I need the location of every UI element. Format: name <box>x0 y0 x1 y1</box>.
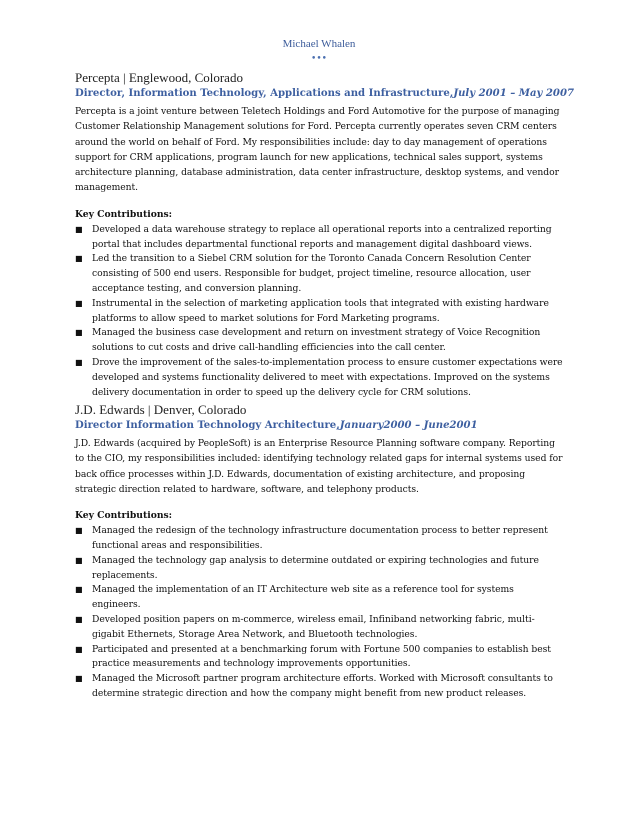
list-item: ■ Managed the Microsoft partner program architecture efforts. Worked with Microsoft consultants to determine strategic direction and how the company might benefit from new product releases. <box>75 673 553 699</box>
header-ornament: ••• <box>311 54 327 64</box>
list-item: ■ Led the transition to a Siebel CRM solution for the Toronto Canada Concern Resolution Center consisting of 500 end users. Responsible for budget, project timeline, resource allocation, user acceptance testing, and conversion planning. <box>75 253 531 294</box>
key-contributions-label: Key Contributions: <box>75 510 173 522</box>
list-item: ■ Managed the redesign of the technology infrastructure documentation process to better represent functional areas and responsibilities. <box>75 525 548 551</box>
job-title-text: Director Information Technology Architecture, <box>75 420 340 431</box>
bullet-icon: ■ <box>75 254 83 264</box>
job-title <box>75 86 574 102</box>
company-name: Percepta | Englewood, Colorado <box>75 70 243 85</box>
header-name: Michael Whalen <box>282 38 356 50</box>
bullet-icon: ■ <box>75 614 83 624</box>
key-contributions-label: Key Contributions: <box>75 208 173 220</box>
list-item: ■ Instrumental in the selection of marketing application tools that integrated with existing hardware platforms to allow speed to market solutions for Ford Marketing programs. <box>75 297 549 324</box>
job-percepta <box>75 70 574 400</box>
job-description: J.D. Edwards (acquired by PeopleSoft) is an Enterprise Resource Planning software company. Reporting to the CIO, my responsibilities included: identifying technology related gaps for internal systems used for back office processes within J.D. Edwards, documentation of existing architecture, and proposing strategic direction related to hardware, software, and telephony products. <box>75 438 563 495</box>
bullet-icon: ■ <box>75 526 83 536</box>
bullet-icon: ■ <box>75 328 83 338</box>
list-item: ■ Developed a data warehouse strategy to replace all operational reports into a centralized reporting portal that includes departmental functional reports and management digital dashboard views. <box>75 223 552 250</box>
list-item: ■ Participated and presented at a benchmarking forum with Fortune 500 companies to establish best practice measurements and technology improvements opportunities. <box>75 643 551 670</box>
bullet-icon: ■ <box>75 585 83 595</box>
bullet-icon: ■ <box>75 224 83 234</box>
list-item: ■ Drove the improvement of the sales-to-implementation process to ensure customer expectations were developed and systems functionality delivered to meet with expectations. Improved on the systems delivery documentation in order to speed up the delivery cycle for CRM solutions. <box>75 356 563 398</box>
list-item: ■ Managed the implementation of an IT Architecture web site as a reference tool for systems engineers. <box>75 584 514 611</box>
bullet-icon: ■ <box>75 674 83 684</box>
bullet-icon: ■ <box>75 298 83 308</box>
job-dates: July 2001 – May 2007 <box>453 88 574 99</box>
job-dates: January2000 – June2001 <box>339 420 478 431</box>
bullet-icon: ■ <box>75 644 83 654</box>
job-description: Percepta is a joint venture between Teletech Holdings and Ford Automotive for the purpose of managing Customer Relationship Management solutions for Ford. Percepta currently operates seven CRM centers around the world on behalf of Ford. My responsibilities include: day to day management of operations support for CRM applications, program launch for new applications, technical sales support, systems architecture planning, database administration, data center infrastructure, desktop systems, and vendor management. <box>75 106 560 194</box>
job-title-text: Director, Information Technology, Applications and Infrastructure, <box>75 88 454 99</box>
contributions-list <box>75 524 565 702</box>
bullet-icon: ■ <box>75 555 83 565</box>
job-title <box>75 418 565 434</box>
list-item: ■ Managed the business case development and return on investment strategy of Voice Recognition solutions to cut costs and drive call-handling efficiencies into the call center. <box>75 327 541 354</box>
list-item: ■ Developed position papers on m-commerce, wireless email, Infiniband networking fabric, multi-gigabit Ethernets, Storage Area Network, and Bluetooth technologies. <box>75 613 535 640</box>
contributions-list <box>75 223 565 401</box>
job-jd-edwards <box>75 402 565 702</box>
company-name: J.D. Edwards | Denver, Colorado <box>75 402 247 417</box>
list-item: ■ Managed the technology gap analysis to determine outdated or expiring technologies and future replacements. <box>75 554 539 581</box>
bullet-icon: ■ <box>75 357 83 367</box>
